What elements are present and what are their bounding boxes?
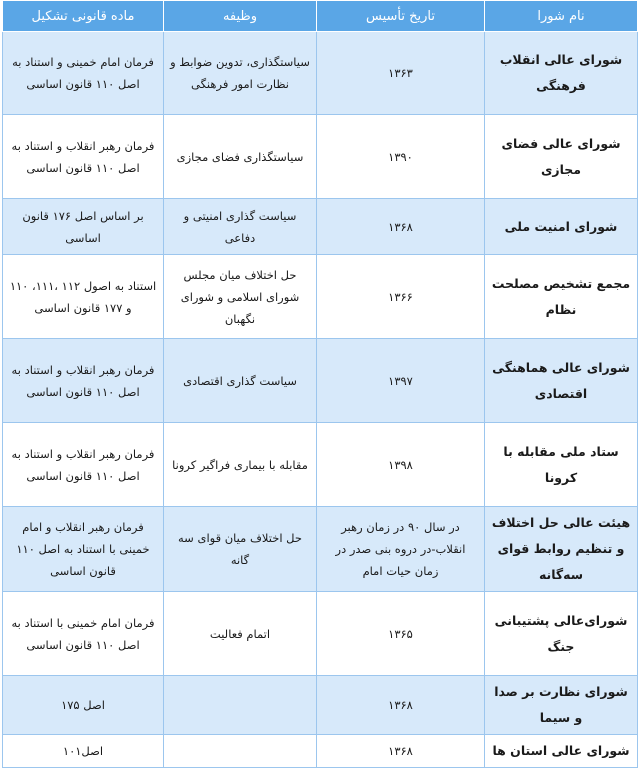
founding-date-cell: ۱۳۶۶ (317, 255, 485, 339)
duty-cell: حل اختلاف میان قوای سه گانه (164, 507, 317, 592)
founding-date-cell: ۱۳۶۸ (317, 199, 485, 255)
founding-date-cell: ۱۳۶۳ (317, 32, 485, 115)
founding-date-cell: ۱۳۶۸ (317, 676, 485, 735)
duty-cell: حل اختلاف میان مجلس شورای اسلامی و شورای نگهبان (164, 255, 317, 339)
legal-article-cell: فرمان رهبر انقلاب و امام خمینی با استناد به اصل ۱۱۰ قانون اساسی (3, 507, 164, 592)
header-council-name: نام شورا (485, 1, 638, 32)
legal-article-cell: استناد به اصول ۱۱۲ ،۱۱۱، ۱۱۰ و ۱۷۷ قانون اساسی (3, 255, 164, 339)
council-name-cell: مجمع تشخیص مصلحت نظام (485, 255, 638, 339)
council-name-cell: شورای عالی استان ها (485, 735, 638, 768)
table-row (3, 32, 638, 115)
table-row (3, 115, 638, 199)
header-duty: وظیفه (164, 1, 317, 32)
legal-article-cell: فرمان رهبر انقلاب و استناد به اصل ۱۱۰ قانون اساسی (3, 339, 164, 423)
duty-cell: اتمام فعالیت (164, 592, 317, 676)
founding-date-cell: ۱۳۹۰ (317, 115, 485, 199)
council-name-cell: شورای عالی فضای مجازی (485, 115, 638, 199)
header-legal-article: ماده قانونی تشکیل (3, 1, 164, 32)
table-row (3, 592, 638, 676)
legal-article-cell: اصل ۱۷۵ (3, 676, 164, 735)
duty-cell: مقابله با بیماری فراگیر کرونا (164, 423, 317, 507)
council-name-cell: شورای نظارت بر صدا و سیما (485, 676, 638, 735)
founding-date-cell: ۱۳۶۵ (317, 592, 485, 676)
duty-cell (164, 735, 317, 768)
council-name-cell: هیئت عالی حل اختلاف و تنظیم روابط قوای سه‌گانه (485, 507, 638, 592)
table-row (3, 507, 638, 592)
legal-article-cell: فرمان امام خمینی و استناد به اصل ۱۱۰ قانون اساسی (3, 32, 164, 115)
council-name-cell: ستاد ملی مقابله با کرونا (485, 423, 638, 507)
table-row (3, 423, 638, 507)
council-name-cell: شورای‌عالی پشتیبانی جنگ (485, 592, 638, 676)
table-header-row (3, 1, 638, 32)
table-row (3, 735, 638, 768)
founding-date-cell: ۱۳۹۸ (317, 423, 485, 507)
table-row (3, 676, 638, 735)
duty-cell (164, 676, 317, 735)
legal-article-cell: اصل۱۰۱ (3, 735, 164, 768)
duty-cell: سیاست گذاری امنیتی و دفاعی (164, 199, 317, 255)
table-row (3, 199, 638, 255)
council-name-cell: شورای عالی هماهنگی اقتصادی (485, 339, 638, 423)
legal-article-cell: فرمان رهبر انقلاب و استناد به اصل ۱۱۰ قانون اساسی (3, 115, 164, 199)
duty-cell: سیاستگذاری فضای مجازی (164, 115, 317, 199)
table-row (3, 339, 638, 423)
council-name-cell: شورای امنیت ملی (485, 199, 638, 255)
duty-cell: سیاستگذاری، تدوین ضوابط و نظارت امور فرهنگی (164, 32, 317, 115)
council-name-cell: شورای عالی انقلاب فرهنگی (485, 32, 638, 115)
founding-date-cell: ۱۳۹۷ (317, 339, 485, 423)
legal-article-cell: فرمان رهبر انقلاب و استناد به اصل ۱۱۰ قانون اساسی (3, 423, 164, 507)
councils-table (2, 0, 638, 768)
founding-date-cell: در سال ۹۰ در زمان رهبر انقلاب-در دروه بنی صدر در زمان حیات امام (317, 507, 485, 592)
header-founding-date: تاریخ تأسیس (317, 1, 485, 32)
founding-date-cell: ۱۳۶۸ (317, 735, 485, 768)
legal-article-cell: بر اساس اصل ۱۷۶ قانون اساسی (3, 199, 164, 255)
legal-article-cell: فرمان امام خمینی با استناد به اصل ۱۱۰ قانون اساسی (3, 592, 164, 676)
duty-cell: سیاست گذاری اقتصادی (164, 339, 317, 423)
table-row (3, 255, 638, 339)
